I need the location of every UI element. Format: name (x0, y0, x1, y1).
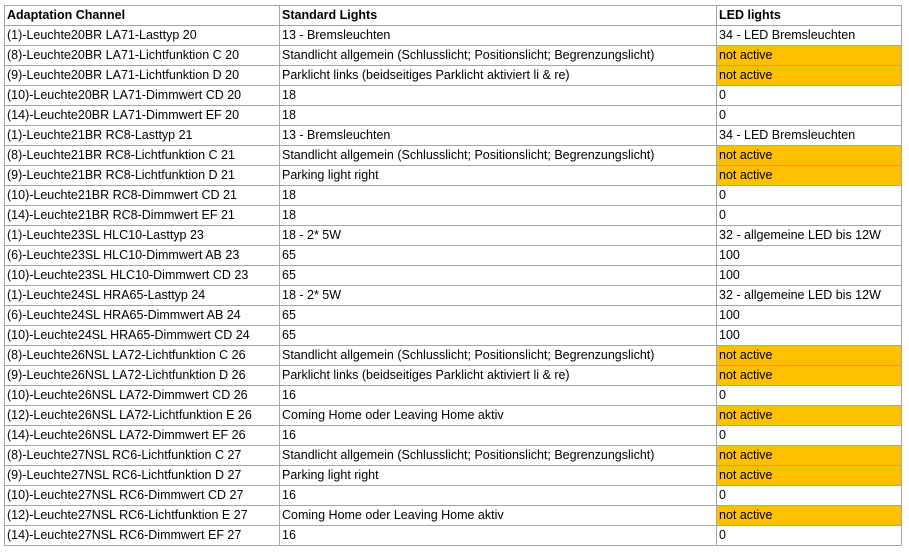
adaptation-channel-cell: (14)-Leuchte27NSL RC6-Dimmwert EF 27 (5, 526, 280, 546)
led-lights-cell: 0 (717, 426, 902, 446)
adaptation-channel-cell: (10)-Leuchte24SL HRA65-Dimmwert CD 24 (5, 326, 280, 346)
table-row (5, 86, 902, 106)
adaptation-channel-cell: (10)-Leuchte23SL HLC10-Dimmwert CD 23 (5, 266, 280, 286)
table-row (5, 486, 902, 506)
table-row (5, 66, 902, 86)
adaptation-channel-cell: (1)-Leuchte23SL HLC10-Lasttyp 23 (5, 226, 280, 246)
table-row (5, 526, 902, 546)
table-row (5, 126, 902, 146)
led-lights-cell: not active (717, 506, 902, 526)
table-row (5, 426, 902, 446)
adaptation-channel-cell: (6)-Leuchte23SL HLC10-Dimmwert AB 23 (5, 246, 280, 266)
standard-lights-cell: 18 - 2* 5W (280, 226, 717, 246)
led-lights-cell: 0 (717, 106, 902, 126)
adaptation-table (4, 5, 902, 546)
led-lights-cell: 100 (717, 326, 902, 346)
led-lights-cell: not active (717, 346, 902, 366)
table-row (5, 146, 902, 166)
led-lights-cell: 34 - LED Bremsleuchten (717, 26, 902, 46)
standard-lights-cell: 65 (280, 306, 717, 326)
standard-lights-cell: 65 (280, 266, 717, 286)
led-lights-cell: not active (717, 146, 902, 166)
standard-lights-cell: Standlicht allgemein (Schlusslicht; Positionslicht; Begrenzungslicht) (280, 446, 717, 466)
adaptation-channel-cell: (9)-Leuchte21BR RC8-Lichtfunktion D 21 (5, 166, 280, 186)
adaptation-channel-cell: (10)-Leuchte27NSL RC6-Dimmwert CD 27 (5, 486, 280, 506)
table-row (5, 346, 902, 366)
led-lights-cell: not active (717, 406, 902, 426)
led-lights-cell: not active (717, 66, 902, 86)
standard-lights-cell: 65 (280, 246, 717, 266)
adaptation-channel-cell: (14)-Leuchte21BR RC8-Dimmwert EF 21 (5, 206, 280, 226)
standard-lights-cell: Parklicht links (beidseitiges Parklicht aktiviert li & re) (280, 66, 717, 86)
standard-lights-cell: Standlicht allgemein (Schlusslicht; Positionslicht; Begrenzungslicht) (280, 46, 717, 66)
standard-lights-cell: 65 (280, 326, 717, 346)
table-row (5, 466, 902, 486)
header-standard-lights: Standard Lights (280, 6, 717, 26)
adaptation-channel-cell: (8)-Leuchte27NSL RC6-Lichtfunktion C 27 (5, 446, 280, 466)
table-row (5, 506, 902, 526)
standard-lights-cell: Parking light right (280, 166, 717, 186)
table-row (5, 326, 902, 346)
adaptation-channel-cell: (1)-Leuchte20BR LA71-Lasttyp 20 (5, 26, 280, 46)
table-row (5, 446, 902, 466)
adaptation-channel-cell: (10)-Leuchte20BR LA71-Dimmwert CD 20 (5, 86, 280, 106)
header-led-lights: LED lights (717, 6, 902, 26)
adaptation-channel-cell: (9)-Leuchte26NSL LA72-Lichtfunktion D 26 (5, 366, 280, 386)
standard-lights-cell: 16 (280, 526, 717, 546)
table-row (5, 266, 902, 286)
adaptation-channel-cell: (10)-Leuchte26NSL LA72-Dimmwert CD 26 (5, 386, 280, 406)
standard-lights-cell: 18 - 2* 5W (280, 286, 717, 306)
led-lights-cell: not active (717, 366, 902, 386)
header-adaptation-channel: Adaptation Channel (5, 6, 280, 26)
table-row (5, 406, 902, 426)
adaptation-channel-cell: (14)-Leuchte20BR LA71-Dimmwert EF 20 (5, 106, 280, 126)
led-lights-cell: not active (717, 466, 902, 486)
table-row (5, 106, 902, 126)
led-lights-cell: 100 (717, 246, 902, 266)
led-lights-cell: 0 (717, 486, 902, 506)
standard-lights-cell: Parking light right (280, 466, 717, 486)
table-row (5, 206, 902, 226)
adaptation-channel-cell: (10)-Leuchte21BR RC8-Dimmwert CD 21 (5, 186, 280, 206)
standard-lights-cell: Standlicht allgemein (Schlusslicht; Positionslicht; Begrenzungslicht) (280, 346, 717, 366)
table-row (5, 366, 902, 386)
adaptation-channel-cell: (8)-Leuchte20BR LA71-Lichtfunktion C 20 (5, 46, 280, 66)
standard-lights-cell: Coming Home oder Leaving Home aktiv (280, 506, 717, 526)
adaptation-channel-cell: (9)-Leuchte27NSL RC6-Lichtfunktion D 27 (5, 466, 280, 486)
table-body (5, 26, 902, 546)
led-lights-cell: 100 (717, 306, 902, 326)
standard-lights-cell: 18 (280, 106, 717, 126)
led-lights-cell: 34 - LED Bremsleuchten (717, 126, 902, 146)
standard-lights-cell: 16 (280, 486, 717, 506)
header-row (5, 6, 902, 26)
standard-lights-cell: Parklicht links (beidseitiges Parklicht aktiviert li & re) (280, 366, 717, 386)
table-row (5, 246, 902, 266)
adaptation-channel-cell: (12)-Leuchte27NSL RC6-Lichtfunktion E 27 (5, 506, 280, 526)
adaptation-channel-cell: (12)-Leuchte26NSL LA72-Lichtfunktion E 26 (5, 406, 280, 426)
table-row (5, 26, 902, 46)
led-lights-cell: not active (717, 166, 902, 186)
led-lights-cell: 32 - allgemeine LED bis 12W (717, 286, 902, 306)
adaptation-channel-cell: (8)-Leuchte21BR RC8-Lichtfunktion C 21 (5, 146, 280, 166)
adaptation-channel-cell: (1)-Leuchte24SL HRA65-Lasttyp 24 (5, 286, 280, 306)
led-lights-cell: 0 (717, 206, 902, 226)
standard-lights-cell: 16 (280, 426, 717, 446)
led-lights-cell: not active (717, 46, 902, 66)
table-row (5, 46, 902, 66)
table-row (5, 386, 902, 406)
adaptation-channel-cell: (8)-Leuchte26NSL LA72-Lichtfunktion C 26 (5, 346, 280, 366)
table-row (5, 286, 902, 306)
adaptation-channel-cell: (14)-Leuchte26NSL LA72-Dimmwert EF 26 (5, 426, 280, 446)
standard-lights-cell: 18 (280, 206, 717, 226)
standard-lights-cell: Standlicht allgemein (Schlusslicht; Positionslicht; Begrenzungslicht) (280, 146, 717, 166)
table-row (5, 306, 902, 326)
standard-lights-cell: Coming Home oder Leaving Home aktiv (280, 406, 717, 426)
led-lights-cell: 0 (717, 86, 902, 106)
standard-lights-cell: 18 (280, 86, 717, 106)
table-row (5, 166, 902, 186)
standard-lights-cell: 16 (280, 386, 717, 406)
led-lights-cell: 100 (717, 266, 902, 286)
standard-lights-cell: 13 - Bremsleuchten (280, 126, 717, 146)
adaptation-channel-cell: (9)-Leuchte20BR LA71-Lichtfunktion D 20 (5, 66, 280, 86)
standard-lights-cell: 18 (280, 186, 717, 206)
standard-lights-cell: 13 - Bremsleuchten (280, 26, 717, 46)
led-lights-cell: 32 - allgemeine LED bis 12W (717, 226, 902, 246)
adaptation-channel-cell: (6)-Leuchte24SL HRA65-Dimmwert AB 24 (5, 306, 280, 326)
led-lights-cell: 0 (717, 186, 902, 206)
table-row (5, 186, 902, 206)
table-row (5, 226, 902, 246)
adaptation-channel-cell: (1)-Leuchte21BR RC8-Lasttyp 21 (5, 126, 280, 146)
led-lights-cell: not active (717, 446, 902, 466)
led-lights-cell: 0 (717, 386, 902, 406)
led-lights-cell: 0 (717, 526, 902, 546)
